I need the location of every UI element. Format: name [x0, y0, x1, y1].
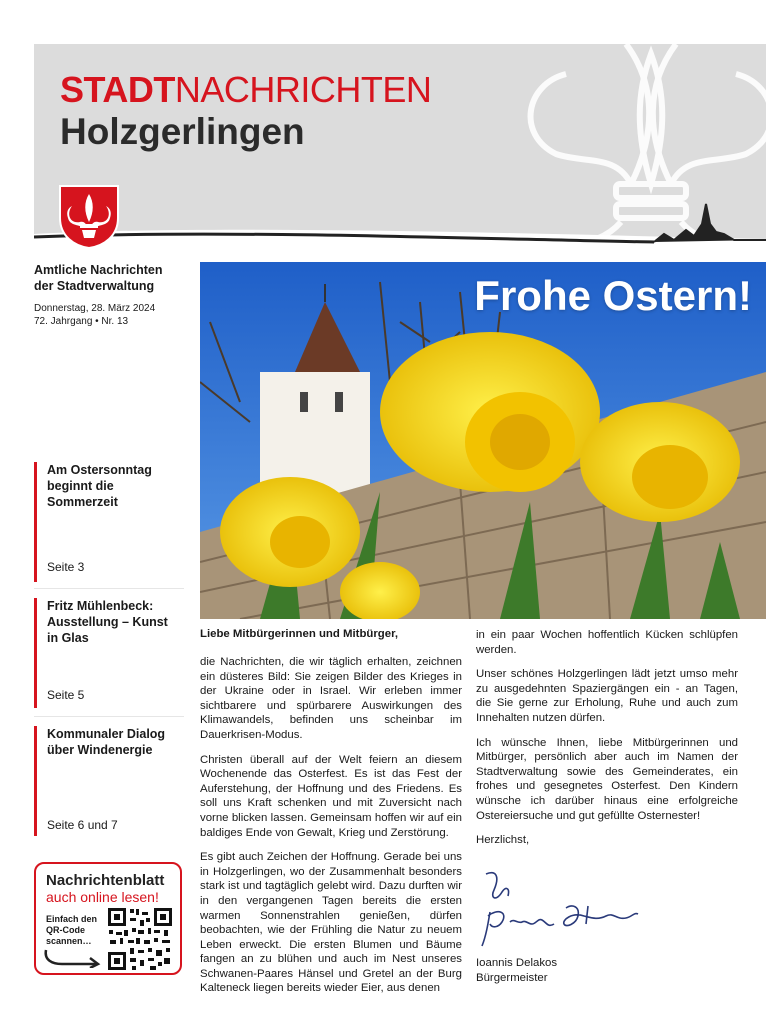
hero-image — [200, 262, 766, 619]
signer-name: Ioannis Delakos — [476, 957, 558, 969]
article-paragraph: in ein paar Wochen hoffentlich Kücken schlüpfen werden. — [476, 629, 738, 656]
masthead-title: STADTNACHRICHTEN — [60, 69, 432, 110]
article-column-2 — [476, 628, 738, 858]
article-column-1 — [200, 655, 462, 1006]
article-paragraph: Herzlichst, — [476, 834, 530, 847]
teaser-ausstellung[interactable] — [34, 598, 184, 708]
issue-date: Donnerstag, 28. März 2024 — [34, 303, 156, 314]
issue-volume: 72. Jahrgang • Nr. 13 — [34, 316, 129, 327]
article-paragraph: Es gibt auch Zeichen der Hoffnung. Gerade bei uns in Holzgerlingen, wo der Zusammenhalt besonders stark ist und tagtäglich gelebt wird. Dazu durften wir in den vergangenen Tagen bereits die ersten warmen Sonnenstrahlen genießen, dürfen beobachten, wie der Frühling die Natur zu neuem Leben erweckt. Die ersten Blumen und Bäume fangen an zu blühen und auch im Nest unseres Schwanen-Paares Hänsel und Gretel an der Burg Kalteneck liegen bereits wieder Eier, aus denen — [200, 851, 462, 995]
online-box-hint: Einfach den QR-Code scannen… — [46, 914, 98, 946]
teaser-headline: Kommunaler Dialog über Windenergie — [47, 727, 166, 757]
divider — [34, 716, 184, 717]
qr-code-icon[interactable] — [106, 906, 174, 972]
arrow-icon — [42, 946, 104, 968]
online-box-title: Nachrichtenblatt — [46, 872, 165, 889]
signer-block — [476, 956, 557, 985]
teaser-windenergie[interactable] — [34, 726, 184, 836]
issue-subtitle: Amtliche Nachrichten der Stadtverwaltung — [34, 263, 163, 293]
teaser-page: Seite 5 — [47, 688, 85, 702]
online-box-subtitle: auch online lesen! — [46, 889, 159, 905]
online-reading-box[interactable] — [34, 862, 182, 975]
article-paragraph: die Nachrichten, die wir täglich erhalten, zeichnen ein düsteres Bild: Sie zeigen Bilder des Krieges in der Ukraine oder in Israel. Wir erleben immer sichtbarere und spürbarere Auswirkungen des Klimawandels, befinden uns scheinbar im Dauerkrisen-Modus. — [200, 656, 462, 741]
teaser-page: Seite 3 — [47, 560, 85, 574]
teaser-headline: Fritz Mühlenbeck: Ausstellung – Kunst in Glas — [47, 599, 168, 645]
divider — [34, 588, 184, 589]
masthead — [34, 44, 766, 249]
hero-headline: Frohe Ostern! — [474, 272, 752, 319]
article-greeting: Liebe Mitbürgerinnen und Mitbürger, — [200, 628, 399, 640]
handwritten-signature — [476, 862, 646, 952]
fleur-de-lis-crest-icon — [58, 184, 120, 249]
masthead-town: Holzgerlingen — [60, 111, 305, 152]
article-paragraph: Christen überall auf der Welt feiern an diesem Wochenende das Osterfest. Es ist das Fest der Auferstehung, der Hoffnung und des Friedens. Es soll uns Kraft schenken und mit Zuversicht nach vorne blicken lassen. Gemeinsam hoffen wir auf ein baldiges Ende von Gewalt, Krieg und Zerstörung. — [200, 753, 462, 839]
issue-dateline — [34, 302, 184, 328]
article-paragraph: Ich wünsche Ihnen, liebe Mitbürgerinnen und Mitbürger, persönlich aber auch im Namen der Stadtverwaltung sowie des Gemeinderates, ein frohes und gesegnetes Osterfest. Den Kindern wünsche ich darüber hinaus eine erfolgreiche Ostereiersuche und gut gefüllte Osternester! — [476, 736, 738, 822]
signer-title: Bürgermeister — [476, 971, 548, 984]
teaser-sommerzeit[interactable] — [34, 462, 184, 582]
teaser-page: Seite 6 und 7 — [47, 818, 118, 832]
teaser-headline: Am Ostersonntag beginnt die Sommerzeit — [47, 463, 152, 509]
article-paragraph: Unser schönes Holzgerlingen lädt jetzt umso mehr zu ausgedehnten Spaziergängen ein - an Tagen, die Sie gerne zur Erholung, Ruhe und auch zum Innehalten nutzen dürfen. — [476, 668, 738, 724]
